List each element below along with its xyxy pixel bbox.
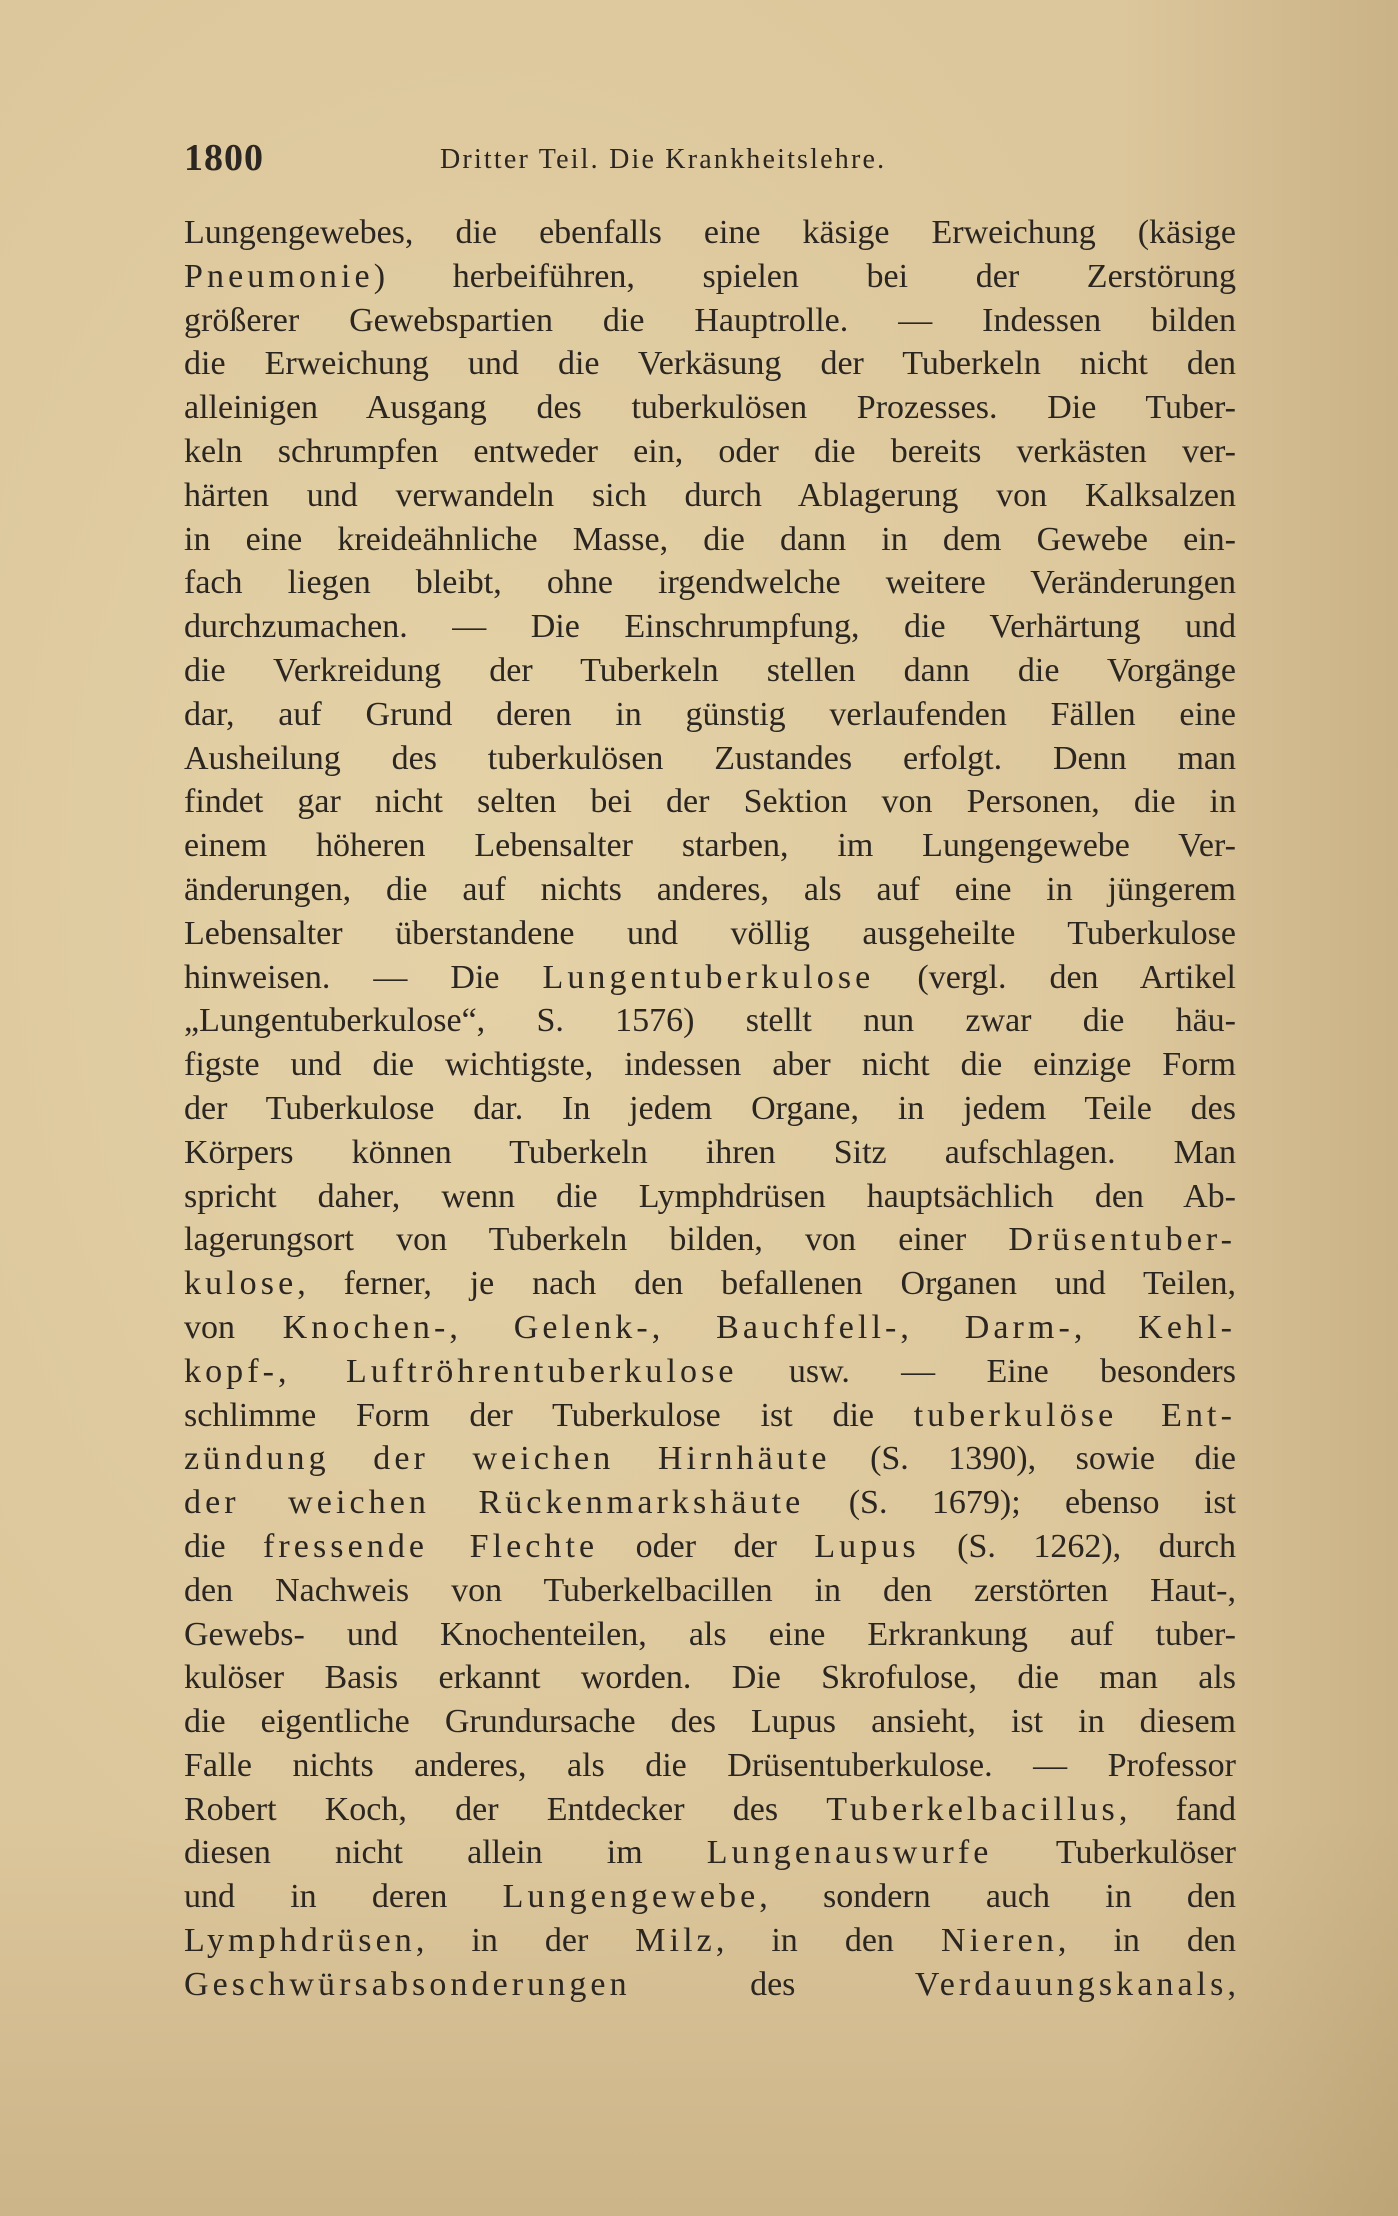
emphasized-text: Knochen-, Gelenk-, Bauchfell-, Darm-, Kehl- [282, 1308, 1236, 1346]
emphasized-text: Lungenauswurfe [706, 1834, 993, 1872]
text-line [184, 1744, 1236, 1788]
text-line [184, 1437, 1236, 1481]
text-run: , sondern auch in den [759, 1878, 1236, 1916]
emphasized-text: Lupus [814, 1527, 920, 1565]
text-run: (S. 1679); ebenso ist [804, 1484, 1236, 1522]
text-line [184, 1700, 1236, 1744]
text-line [184, 780, 1236, 824]
text-line [184, 605, 1236, 649]
text-line [184, 1919, 1236, 1963]
text-line [184, 561, 1236, 605]
emphasized-text: der weichen Rückenmarkshäute [184, 1484, 805, 1522]
text-run: des [630, 1965, 915, 2003]
text-line [184, 518, 1236, 562]
text-run: , [1227, 1965, 1236, 2003]
text-run: (S. 1390), sowie die [830, 1440, 1236, 1478]
text-line [184, 474, 1236, 518]
text-line [184, 1875, 1236, 1919]
emphasized-text: Lungengewebe [502, 1878, 760, 1916]
text-run: änderungen, die auf nichts anderes, als auf eine in jüngerem [184, 870, 1236, 908]
text-line [184, 430, 1236, 474]
text-line [184, 1788, 1236, 1832]
text-run: die [184, 1527, 263, 1565]
emphasized-text: kulose [184, 1265, 298, 1303]
text-run: (vergl. den Artikel [874, 958, 1236, 996]
text-run: oder der [598, 1527, 815, 1565]
emphasized-text: Tuberkelbacillus [826, 1790, 1119, 1828]
emphasized-text: tuberkulöse Ent- [913, 1396, 1236, 1434]
emphasized-text: Lungentuberkulose [542, 958, 875, 996]
emphasized-text: Milz [635, 1922, 716, 1960]
text-run: Tuberkulöser [992, 1834, 1236, 1872]
emphasized-text: Verdauungskanals [914, 1965, 1228, 2003]
text-run: durchzumachen. — Die Einschrumpfung, die Verhärtung und [184, 608, 1236, 646]
text-line [184, 1218, 1236, 1262]
text-run: Lungengewebes, die ebenfalls eine käsige Erweichung (käsige [184, 214, 1236, 251]
running-title: Dritter Teil. Die Krankheitslehre. [440, 144, 887, 175]
text-line [184, 1831, 1236, 1875]
text-line [184, 737, 1236, 781]
text-run: größerer Gewebspartien die Hauptrolle. — Indessen bilden [184, 301, 1236, 339]
text-run: usw. — Eine besonders [737, 1352, 1236, 1390]
text-line [184, 1613, 1236, 1657]
text-run: lagerungsort von Tuberkeln bilden, von einer [184, 1221, 1009, 1259]
text-run: schlimme Form der Tuberkulose ist die [184, 1396, 914, 1434]
text-run: , fand [1118, 1790, 1236, 1828]
text-run: kulöser Basis erkannt worden. Die Skrofulose, die man als [184, 1659, 1236, 1697]
emphasized-text: Drüsentuber- [1008, 1221, 1236, 1259]
text-line [184, 824, 1236, 868]
text-line [184, 999, 1236, 1043]
text-run: figste und die wichtigste, indessen aber nicht die einzige Form [184, 1046, 1236, 1084]
emphasized-text: Pneumonie [184, 257, 374, 295]
emphasized-text: zündung der weichen Hirnhäute [184, 1440, 831, 1478]
text-line [184, 1262, 1236, 1306]
text-line [184, 649, 1236, 693]
text-run: Falle nichts anderes, als die Drüsentuberkulose. — Professor [184, 1746, 1236, 1784]
text-run: Robert Koch, der Entdecker des [184, 1790, 827, 1828]
text-line [184, 1087, 1236, 1131]
text-line [184, 299, 1236, 343]
text-run: Lebensalter überstandene und völlig ausgeheilte Tuberkulose [184, 914, 1236, 952]
text-run: Gewebs- und Knochenteilen, als eine Erkrankung auf tuber- [184, 1615, 1236, 1653]
body-text [184, 211, 1236, 2007]
text-run: den Nachweis von Tuberkelbacillen in den zerstörten Haut-, [184, 1571, 1236, 1609]
text-run: in eine kreideähnliche Masse, die dann in dem Gewebe ein- [184, 520, 1236, 558]
text-run: der Tuberkulose dar. In jedem Organe, in jedem Teile des [184, 1089, 1236, 1127]
text-run: „Lungentuberkulose“, S. 1576) stellt nun zwar die häu- [184, 1002, 1236, 1040]
text-run: , in den [1057, 1922, 1236, 1960]
text-line [184, 1306, 1236, 1350]
text-line [184, 1394, 1236, 1438]
text-run: dar, auf Grund deren in günstig verlaufenden Fällen eine [184, 695, 1236, 733]
text-run: ) herbeiführen, spielen bei der Zerstörung [373, 257, 1236, 295]
text-run: spricht daher, wenn die Lymphdrüsen hauptsächlich den Ab- [184, 1177, 1236, 1215]
text-run: (S. 1262), durch [919, 1527, 1236, 1565]
text-run: einem höheren Lebensalter starben, im Lungengewebe Ver- [184, 827, 1236, 865]
text-run: Körpers können Tuberkeln ihren Sitz aufschlagen. Man [184, 1133, 1236, 1171]
text-line [184, 1175, 1236, 1219]
text-line [184, 1525, 1236, 1569]
text-line [184, 1350, 1236, 1394]
text-line [184, 956, 1236, 1000]
text-run: die Erweichung und die Verkäsung der Tuberkeln nicht den [184, 345, 1236, 383]
emphasized-text: kopf-, Luftröhrentuberkulose [184, 1352, 738, 1390]
text-run: und in deren [184, 1878, 503, 1916]
emphasized-text: Geschwürsabsonderungen [184, 1965, 631, 2003]
text-run: , ferner, je nach den befallenen Organen und Teilen, [297, 1265, 1236, 1303]
text-run: keln schrumpfen entweder ein, oder die bereits verkästen ver- [184, 432, 1236, 470]
text-line [184, 1131, 1236, 1175]
page-number: 1800 [184, 137, 264, 179]
text-line [184, 1569, 1236, 1613]
text-line [184, 211, 1236, 255]
text-run: findet gar nicht selten bei der Sektion von Personen, die in [184, 783, 1236, 821]
text-run: alleinigen Ausgang des tuberkulösen Prozesses. Die Tuber- [184, 389, 1236, 427]
text-line [184, 1656, 1236, 1700]
text-run: die Verkreidung der Tuberkeln stellen dann die Vorgänge [184, 651, 1236, 689]
text-run: härten und verwandeln sich durch Ablagerung von Kalksalzen [184, 476, 1236, 514]
text-line [184, 386, 1236, 430]
text-run: diesen nicht allein im [184, 1834, 707, 1872]
text-line [184, 255, 1236, 299]
emphasized-text: Nieren [940, 1922, 1058, 1960]
text-line [184, 1963, 1236, 2007]
text-line [184, 1481, 1236, 1525]
text-line [184, 912, 1236, 956]
text-line [184, 693, 1236, 737]
emphasized-text: Lymphdrüsen [184, 1922, 416, 1960]
emphasized-text: fressende Flechte [262, 1527, 599, 1565]
text-run: , in der [415, 1922, 636, 1960]
text-run: Ausheilung des tuberkulösen Zustandes erfolgt. Denn man [184, 739, 1236, 777]
text-line [184, 1043, 1236, 1087]
text-line [184, 342, 1236, 386]
text-run: , in den [715, 1922, 941, 1960]
text-run: von [184, 1308, 283, 1346]
text-run: die eigentliche Grundursache des Lupus ansieht, ist in diesem [184, 1703, 1236, 1741]
text-run: fach liegen bleibt, ohne irgendwelche weitere Veränderungen [184, 564, 1236, 602]
text-run: hinweisen. — Die [184, 958, 543, 996]
text-line [184, 868, 1236, 912]
